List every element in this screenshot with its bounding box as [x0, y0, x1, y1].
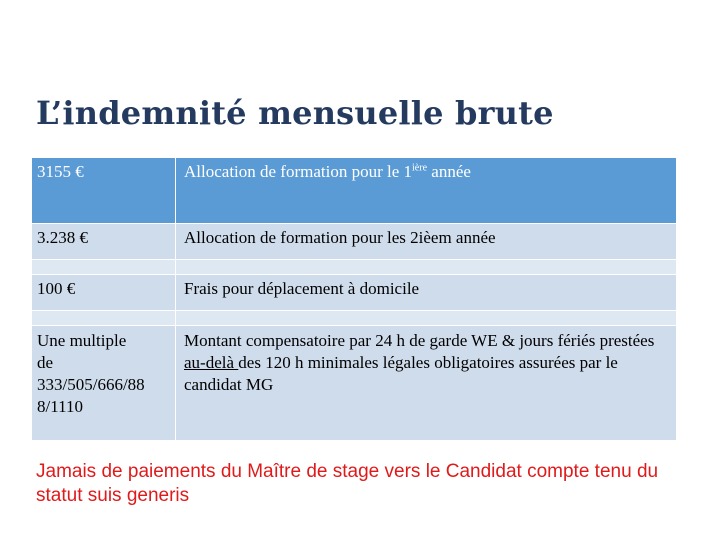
warning-note: Jamais de paiements du Maître de stage vers le Candidat compte tenu du statut suis generis	[36, 461, 659, 506]
description-text: Montant compensatoire par 24 h de garde WE & jours fériés prestées	[184, 331, 655, 350]
underlined-text: au-delà	[184, 353, 239, 372]
table-row	[32, 158, 677, 224]
description-text-end: des 120 h minimales légales obligatoires assurées par le candidat MG	[184, 353, 618, 394]
description-cell: Frais pour déplacement à domicile	[176, 275, 677, 311]
spacer-row	[32, 311, 677, 326]
spacer-row	[32, 260, 677, 275]
amount-line: Une multiple	[37, 331, 127, 350]
description-cell	[176, 158, 677, 224]
amount-line: de	[37, 353, 54, 372]
table-row	[32, 224, 677, 260]
amount-cell: 100 €	[32, 275, 176, 311]
page-title: L’indemnité mensuelle brute	[36, 94, 554, 132]
description-cell	[176, 326, 677, 441]
amount-cell: 3.238 €	[32, 224, 176, 260]
superscript-text: ière	[412, 162, 428, 174]
amount-line: 8/1110	[37, 397, 83, 416]
description-text-end: année	[427, 162, 471, 181]
amount-line: 333/505/666/88	[37, 375, 145, 394]
table-row	[32, 326, 677, 441]
description-cell: Allocation de formation pour les 2ièem année	[176, 224, 677, 260]
description-text: Allocation de formation pour le 1	[184, 162, 413, 181]
allowance-table	[31, 157, 677, 441]
amount-cell: 3155 €	[32, 158, 176, 224]
table-row	[32, 275, 677, 311]
amount-cell	[32, 326, 176, 441]
